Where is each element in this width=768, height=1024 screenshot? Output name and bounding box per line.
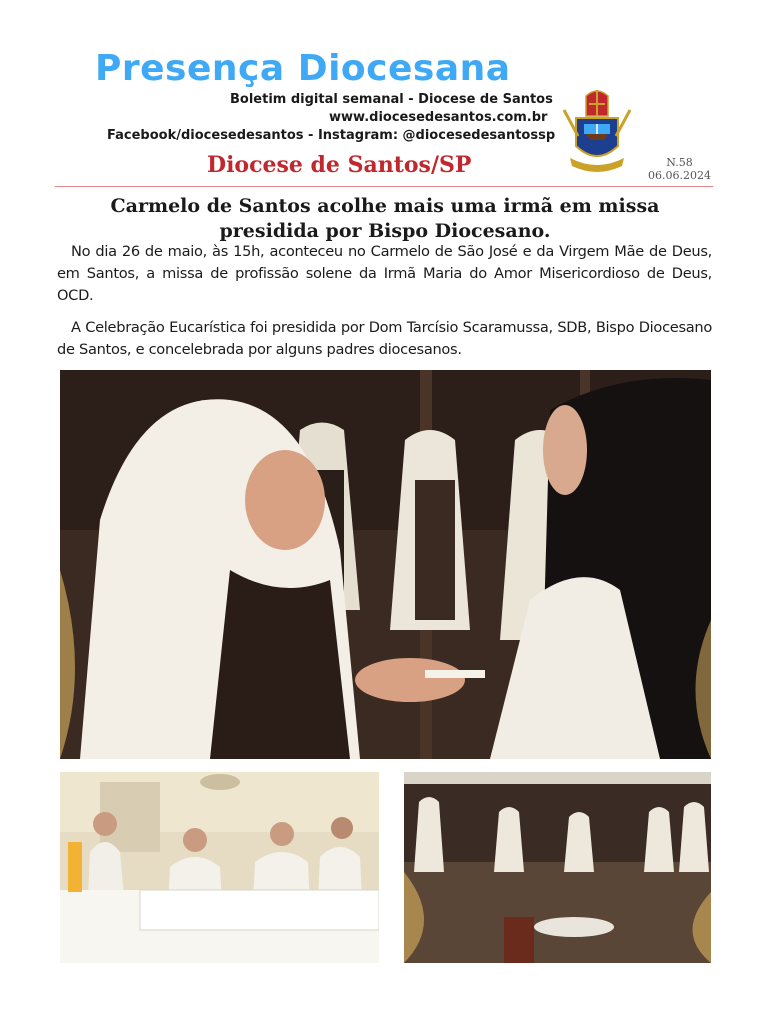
diocese-title: Diocese de Santos/SP <box>207 152 472 178</box>
issue-info <box>648 156 711 182</box>
masthead-title: Presença Diocesana <box>95 48 511 89</box>
article-headline: Carmelo de Santos acolhe mais uma irmã em missa presidida por Bispo Diocesano. <box>110 195 660 242</box>
masthead-website: www.diocesedesantos.com.br <box>329 110 548 125</box>
masthead-social: Facebook/diocesedesantos - Instagram: @diocesedesantossp <box>107 128 556 143</box>
issue-number: N.58 <box>666 156 693 169</box>
issue-date: 06.06.2024 <box>648 169 711 182</box>
masthead-subtitle-bulletin: Boletim digital semanal - Diocese de Santos <box>230 92 553 107</box>
article-paragraph-2: A Celebração Eucarística foi presidida por Dom Tarcísio Scaramussa, SDB, Bispo Diocesano de Santos, e concelebrada por alguns padres diocesanos. <box>57 319 712 358</box>
photo-altar-priests <box>60 772 379 963</box>
main-photo-profession-ceremony <box>60 370 711 759</box>
article-paragraph-1: No dia 26 de maio, às 15h, aconteceu no Carmelo de São José e da Virgem Mãe de Deus, em Santos, a missa de profissão solene da Irmã Maria do Amor Misericordioso de Deus, OCD. <box>57 243 712 304</box>
header-divider <box>55 186 713 187</box>
photo-chapel-nuns <box>404 772 711 963</box>
diocese-crest-icon <box>556 88 638 180</box>
